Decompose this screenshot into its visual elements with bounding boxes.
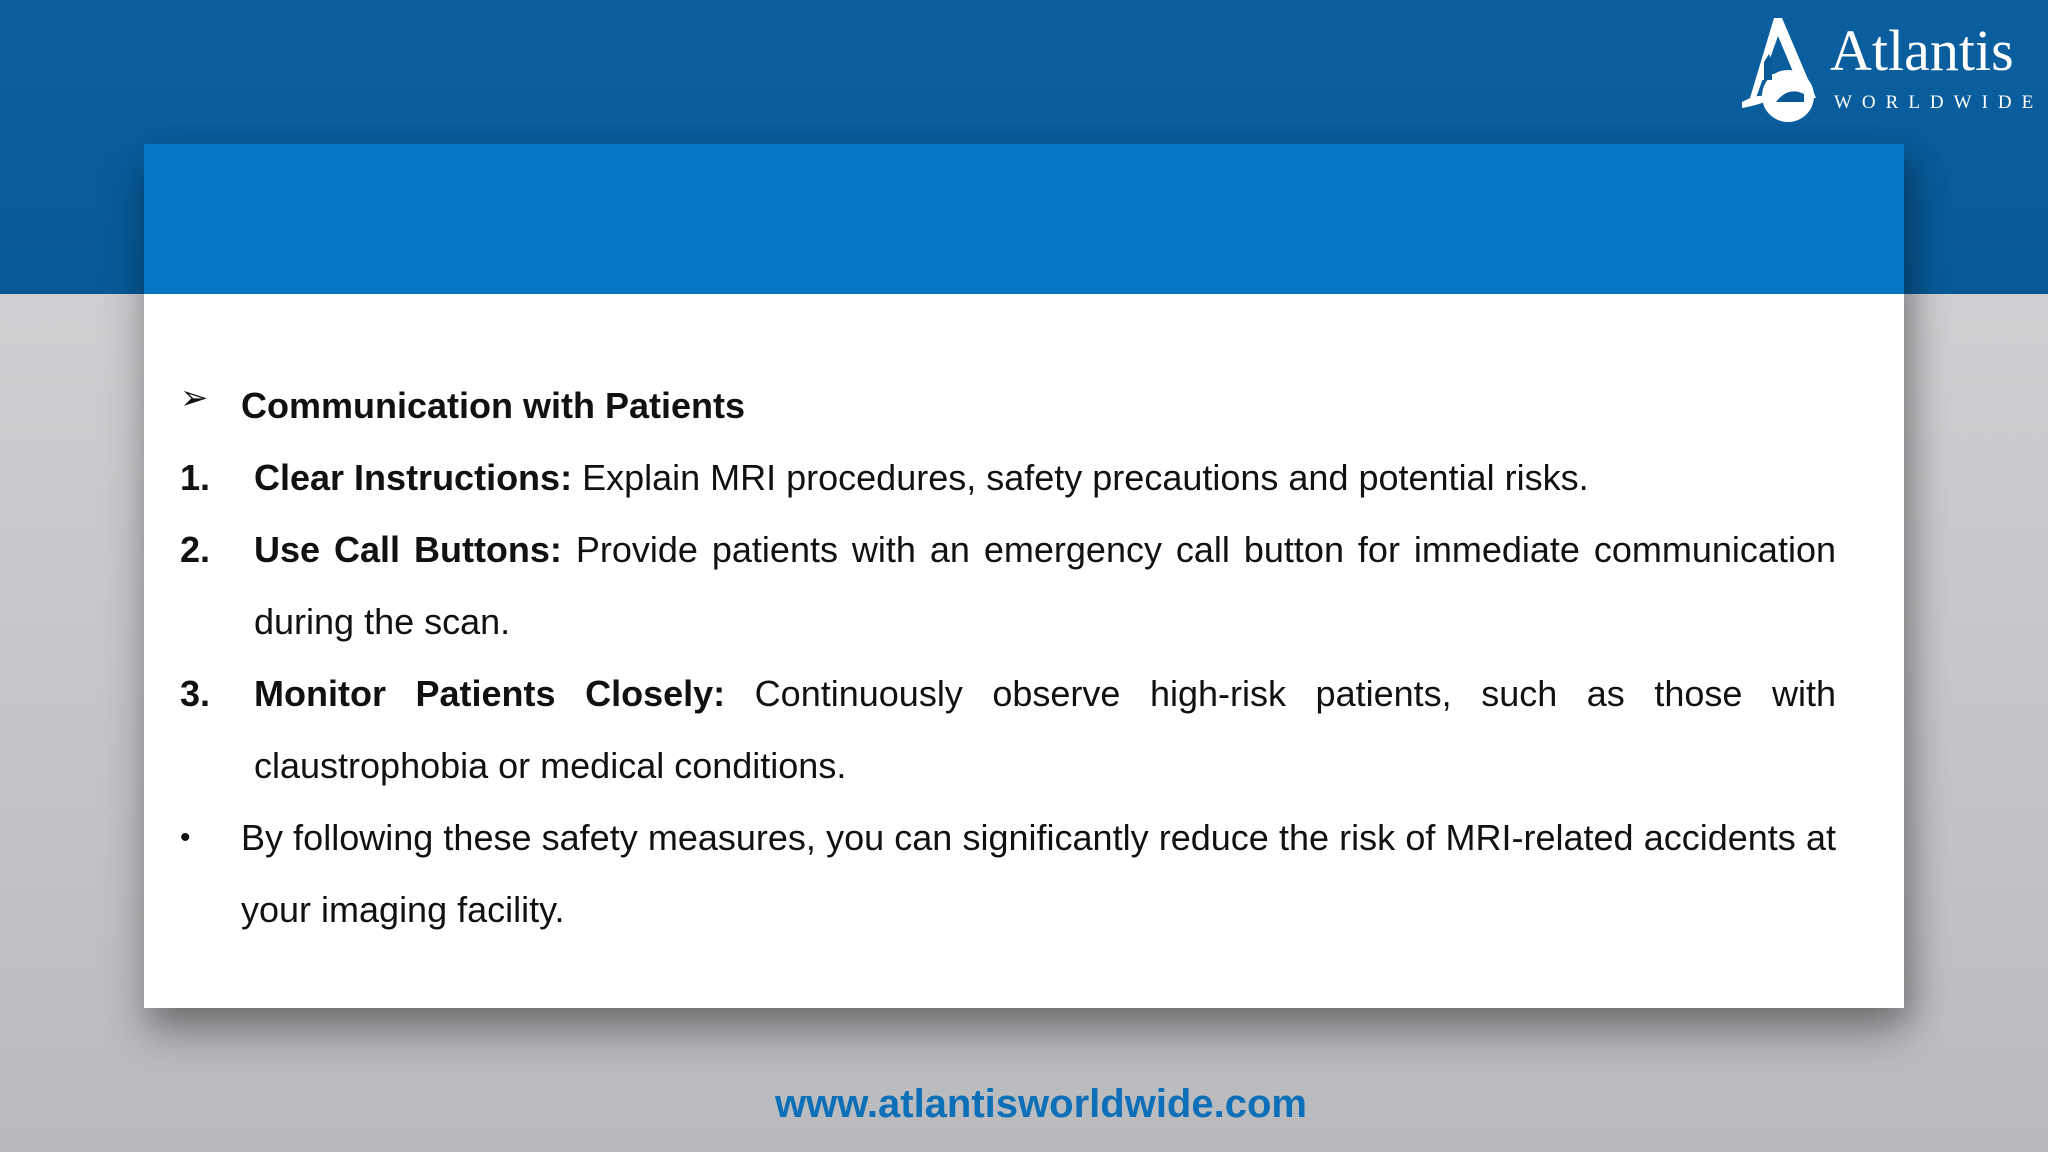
list-number: 2. <box>180 529 211 570</box>
section-heading: Communication with Patients <box>241 385 746 426</box>
list-item-term: Use Call Buttons: <box>254 529 562 570</box>
slide-body <box>180 370 1836 946</box>
list-item-term: Clear Instructions: <box>254 457 573 498</box>
brand-tagline: WORLDWIDE <box>1834 92 2044 113</box>
list-item-text <box>254 514 1836 658</box>
content-card <box>144 144 1904 1008</box>
brand-logo <box>1742 14 2044 124</box>
brand-name: Atlantis <box>1830 18 2014 83</box>
closing-text: By following these safety measures, you can significantly reduce the risk of MRI-related accidents at your imaging facility. <box>241 817 1836 930</box>
bullet-icon: • <box>180 821 191 854</box>
arrow-bullet-icon: ➢ <box>180 379 209 417</box>
card-title-bar <box>144 144 1904 294</box>
list-item-description: Continuously observe high-risk patients, such as those with claustrophobia or medical conditions. <box>254 673 1836 786</box>
atlantis-logo-icon <box>1742 18 1828 124</box>
list-number: 3. <box>180 673 211 714</box>
list-item-description: Explain MRI procedures, safety precautions and potential risks. <box>572 457 1589 498</box>
website-link[interactable]: www.atlantisworldwide.com <box>775 1082 1307 1126</box>
list-item <box>180 442 1836 514</box>
list-number: 1. <box>180 457 211 498</box>
list-item-text <box>254 658 1836 802</box>
list-item <box>180 514 1836 658</box>
section-heading-row <box>180 370 1836 442</box>
list-item-term: Monitor Patients Closely: <box>254 673 726 714</box>
list-item <box>180 658 1836 802</box>
list-item-description: Provide patients with an emergency call button for immediate communication during the scan. <box>254 529 1836 642</box>
list-item-text <box>254 442 1836 514</box>
closing-item <box>180 802 1836 946</box>
